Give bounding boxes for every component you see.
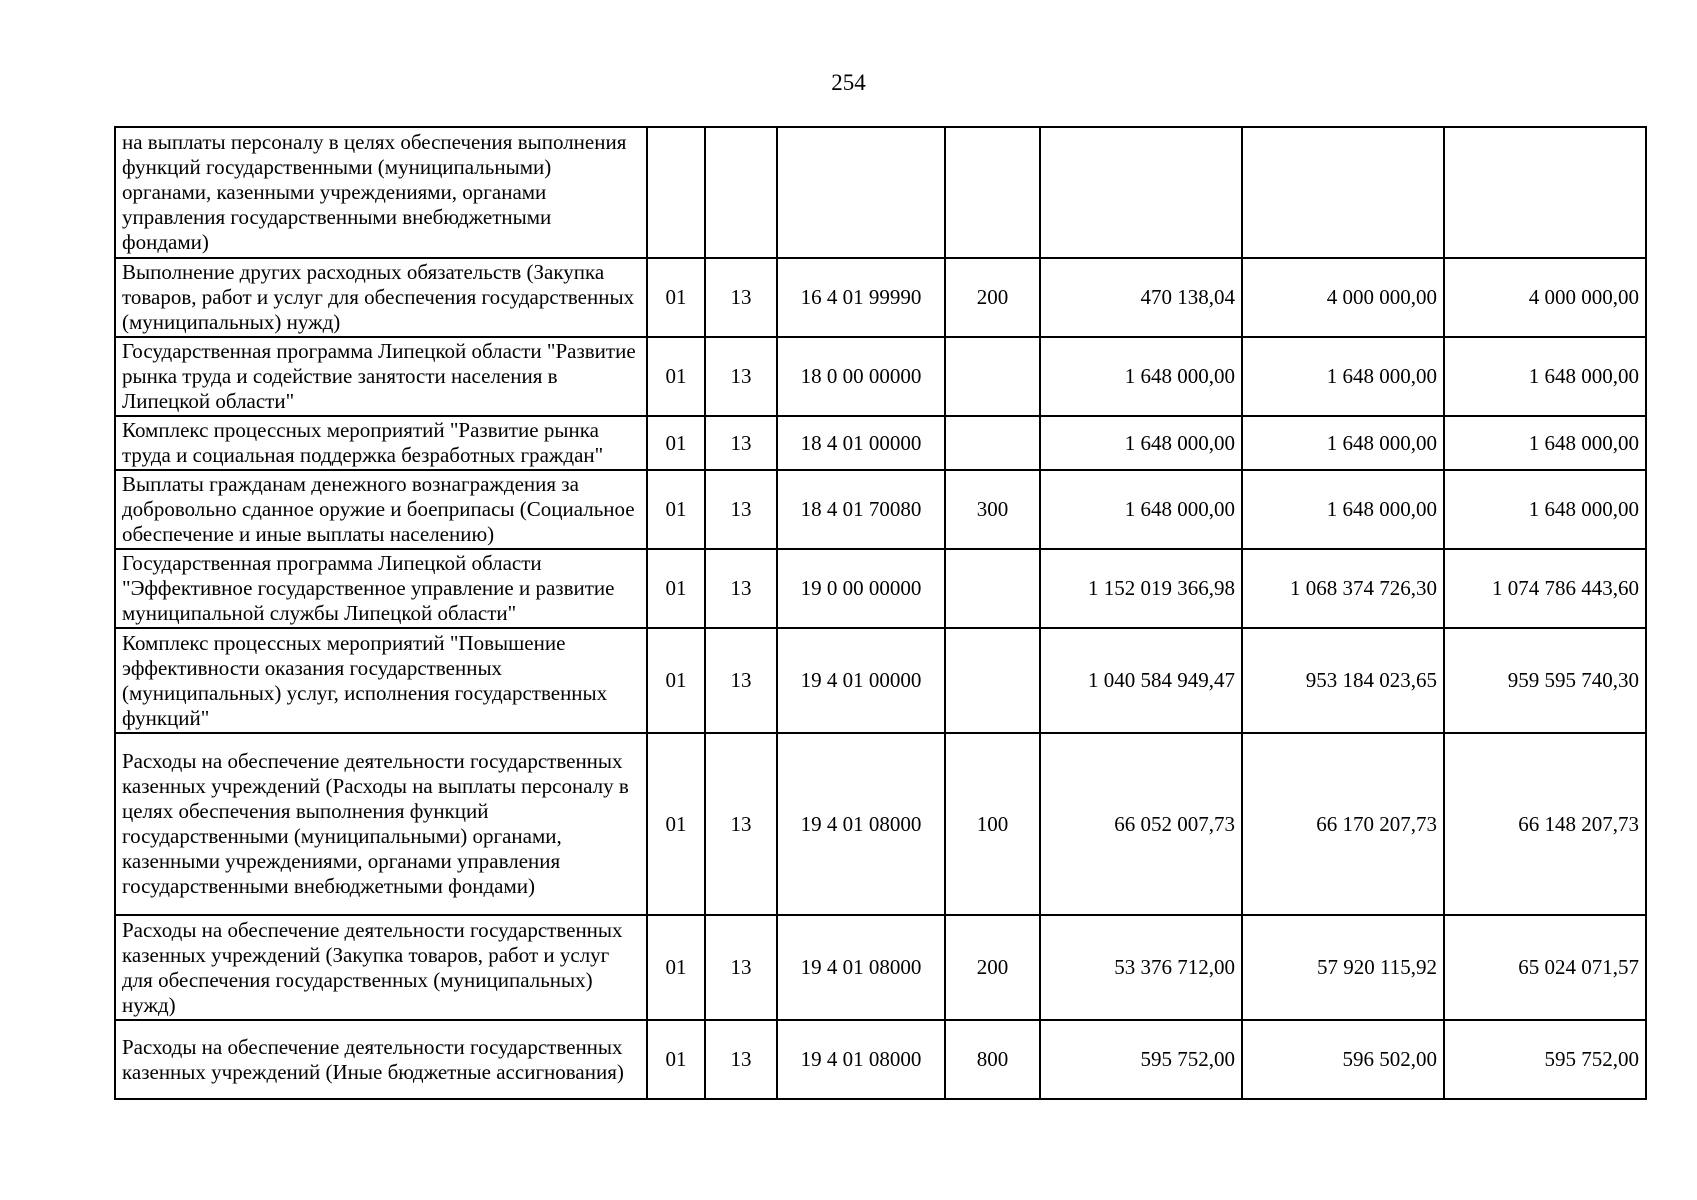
subsection-cell: 13 bbox=[705, 416, 777, 470]
amount-3-cell bbox=[1444, 127, 1646, 258]
section-cell: 01 bbox=[647, 915, 705, 1020]
amount-1-cell: 1 648 000,00 bbox=[1040, 337, 1242, 416]
amount-1-cell: 470 138,04 bbox=[1040, 258, 1242, 337]
section-cell: 01 bbox=[647, 337, 705, 416]
table-row bbox=[115, 1020, 1646, 1099]
expense-type-cell: 300 bbox=[945, 470, 1040, 549]
target-code-cell: 19 4 01 00000 bbox=[777, 628, 945, 733]
amount-2-cell: 1 068 374 726,30 bbox=[1242, 549, 1444, 628]
section-cell: 01 bbox=[647, 733, 705, 915]
target-code-cell: 19 4 01 08000 bbox=[777, 733, 945, 915]
subsection-cell: 13 bbox=[705, 628, 777, 733]
amount-2-cell: 66 170 207,73 bbox=[1242, 733, 1444, 915]
amount-1-cell: 595 752,00 bbox=[1040, 1020, 1242, 1099]
amount-1-cell: 1 152 019 366,98 bbox=[1040, 549, 1242, 628]
subsection-cell: 13 bbox=[705, 337, 777, 416]
subsection-cell: 13 bbox=[705, 733, 777, 915]
section-cell bbox=[647, 127, 705, 258]
expense-type-cell bbox=[945, 628, 1040, 733]
expense-name-cell: Государственная программа Липецкой области "Развитие рынка труда и содействие занятости населения в Липецкой области" bbox=[115, 337, 647, 416]
table-row bbox=[115, 416, 1646, 470]
subsection-cell bbox=[705, 127, 777, 258]
expense-type-cell bbox=[945, 549, 1040, 628]
amount-2-cell: 1 648 000,00 bbox=[1242, 416, 1444, 470]
expense-name-cell: Комплекс процессных мероприятий "Повышение эффективности оказания государственных (муниципальных) услуг, исполнения государственных функций" bbox=[115, 628, 647, 733]
expense-type-cell bbox=[945, 337, 1040, 416]
table-row bbox=[115, 127, 1646, 258]
amount-3-cell: 65 024 071,57 bbox=[1444, 915, 1646, 1020]
subsection-cell: 13 bbox=[705, 915, 777, 1020]
amount-3-cell: 66 148 207,73 bbox=[1444, 733, 1646, 915]
section-cell: 01 bbox=[647, 416, 705, 470]
amount-2-cell bbox=[1242, 127, 1444, 258]
amount-2-cell: 1 648 000,00 bbox=[1242, 337, 1444, 416]
table-row bbox=[115, 337, 1646, 416]
section-cell: 01 bbox=[647, 258, 705, 337]
expense-name-cell: Государственная программа Липецкой области "Эффективное государственное управление и развитие муниципальной службы Липецкой области" bbox=[115, 549, 647, 628]
expense-name-cell: на выплаты персоналу в целях обеспечения выполнения функций государственными (муниципальными) органами, казенными учреждениями, органами управления государственными внебюджетными фондами) bbox=[115, 127, 647, 258]
table-row bbox=[115, 628, 1646, 733]
target-code-cell: 19 0 00 00000 bbox=[777, 549, 945, 628]
subsection-cell: 13 bbox=[705, 258, 777, 337]
target-code-cell: 19 4 01 08000 bbox=[777, 1020, 945, 1099]
expense-type-cell: 100 bbox=[945, 733, 1040, 915]
page-number: 254 bbox=[831, 70, 866, 95]
amount-2-cell: 953 184 023,65 bbox=[1242, 628, 1444, 733]
target-code-cell: 18 4 01 00000 bbox=[777, 416, 945, 470]
expense-name-cell: Расходы на обеспечение деятельности государственных казенных учреждений (Иные бюджетные ассигнования) bbox=[115, 1020, 647, 1099]
amount-3-cell: 959 595 740,30 bbox=[1444, 628, 1646, 733]
amount-2-cell: 4 000 000,00 bbox=[1242, 258, 1444, 337]
subsection-cell: 13 bbox=[705, 470, 777, 549]
table-row bbox=[115, 470, 1646, 549]
amount-1-cell: 53 376 712,00 bbox=[1040, 915, 1242, 1020]
expense-name-cell: Выполнение других расходных обязательств (Закупка товаров, работ и услуг для обеспечения государственных (муниципальных) нужд) bbox=[115, 258, 647, 337]
table-row bbox=[115, 258, 1646, 337]
table-row bbox=[115, 733, 1646, 915]
expense-name-cell: Выплаты гражданам денежного вознаграждения за добровольно сданное оружие и боеприпасы (Социальное обеспечение и иные выплаты населению) bbox=[115, 470, 647, 549]
subsection-cell: 13 bbox=[705, 549, 777, 628]
expense-name-cell: Расходы на обеспечение деятельности государственных казенных учреждений (Закупка товаров, работ и услуг для обеспечения государственных (муниципальных) нужд) bbox=[115, 915, 647, 1020]
subsection-cell: 13 bbox=[705, 1020, 777, 1099]
section-cell: 01 bbox=[647, 628, 705, 733]
amount-2-cell: 57 920 115,92 bbox=[1242, 915, 1444, 1020]
section-cell: 01 bbox=[647, 1020, 705, 1099]
expense-type-cell bbox=[945, 127, 1040, 258]
amount-1-cell: 1 648 000,00 bbox=[1040, 416, 1242, 470]
budget-table bbox=[114, 126, 1647, 1100]
amount-1-cell bbox=[1040, 127, 1242, 258]
target-code-cell: 18 4 01 70080 bbox=[777, 470, 945, 549]
target-code-cell: 18 0 00 00000 bbox=[777, 337, 945, 416]
amount-3-cell: 1 648 000,00 bbox=[1444, 470, 1646, 549]
amount-2-cell: 1 648 000,00 bbox=[1242, 470, 1444, 549]
amount-1-cell: 66 052 007,73 bbox=[1040, 733, 1242, 915]
table-row bbox=[115, 549, 1646, 628]
amount-3-cell: 1 648 000,00 bbox=[1444, 337, 1646, 416]
expense-type-cell: 800 bbox=[945, 1020, 1040, 1099]
amount-3-cell: 1 648 000,00 bbox=[1444, 416, 1646, 470]
expense-name-cell: Комплекс процессных мероприятий "Развитие рынка труда и социальная поддержка безработных граждан" bbox=[115, 416, 647, 470]
expense-type-cell bbox=[945, 416, 1040, 470]
target-code-cell bbox=[777, 127, 945, 258]
amount-2-cell: 596 502,00 bbox=[1242, 1020, 1444, 1099]
expense-name-cell: Расходы на обеспечение деятельности государственных казенных учреждений (Расходы на выплаты персоналу в целях обеспечения выполнения функций государственными (муниципальными) органами, казенными учреждениями, органами управления государственными внебюджетными фондами) bbox=[115, 733, 647, 915]
amount-1-cell: 1 040 584 949,47 bbox=[1040, 628, 1242, 733]
amount-3-cell: 1 074 786 443,60 bbox=[1444, 549, 1646, 628]
expense-type-cell: 200 bbox=[945, 258, 1040, 337]
target-code-cell: 19 4 01 08000 bbox=[777, 915, 945, 1020]
expense-type-cell: 200 bbox=[945, 915, 1040, 1020]
amount-3-cell: 595 752,00 bbox=[1444, 1020, 1646, 1099]
section-cell: 01 bbox=[647, 470, 705, 549]
section-cell: 01 bbox=[647, 549, 705, 628]
amount-1-cell: 1 648 000,00 bbox=[1040, 470, 1242, 549]
target-code-cell: 16 4 01 99990 bbox=[777, 258, 945, 337]
amount-3-cell: 4 000 000,00 bbox=[1444, 258, 1646, 337]
table-row bbox=[115, 915, 1646, 1020]
